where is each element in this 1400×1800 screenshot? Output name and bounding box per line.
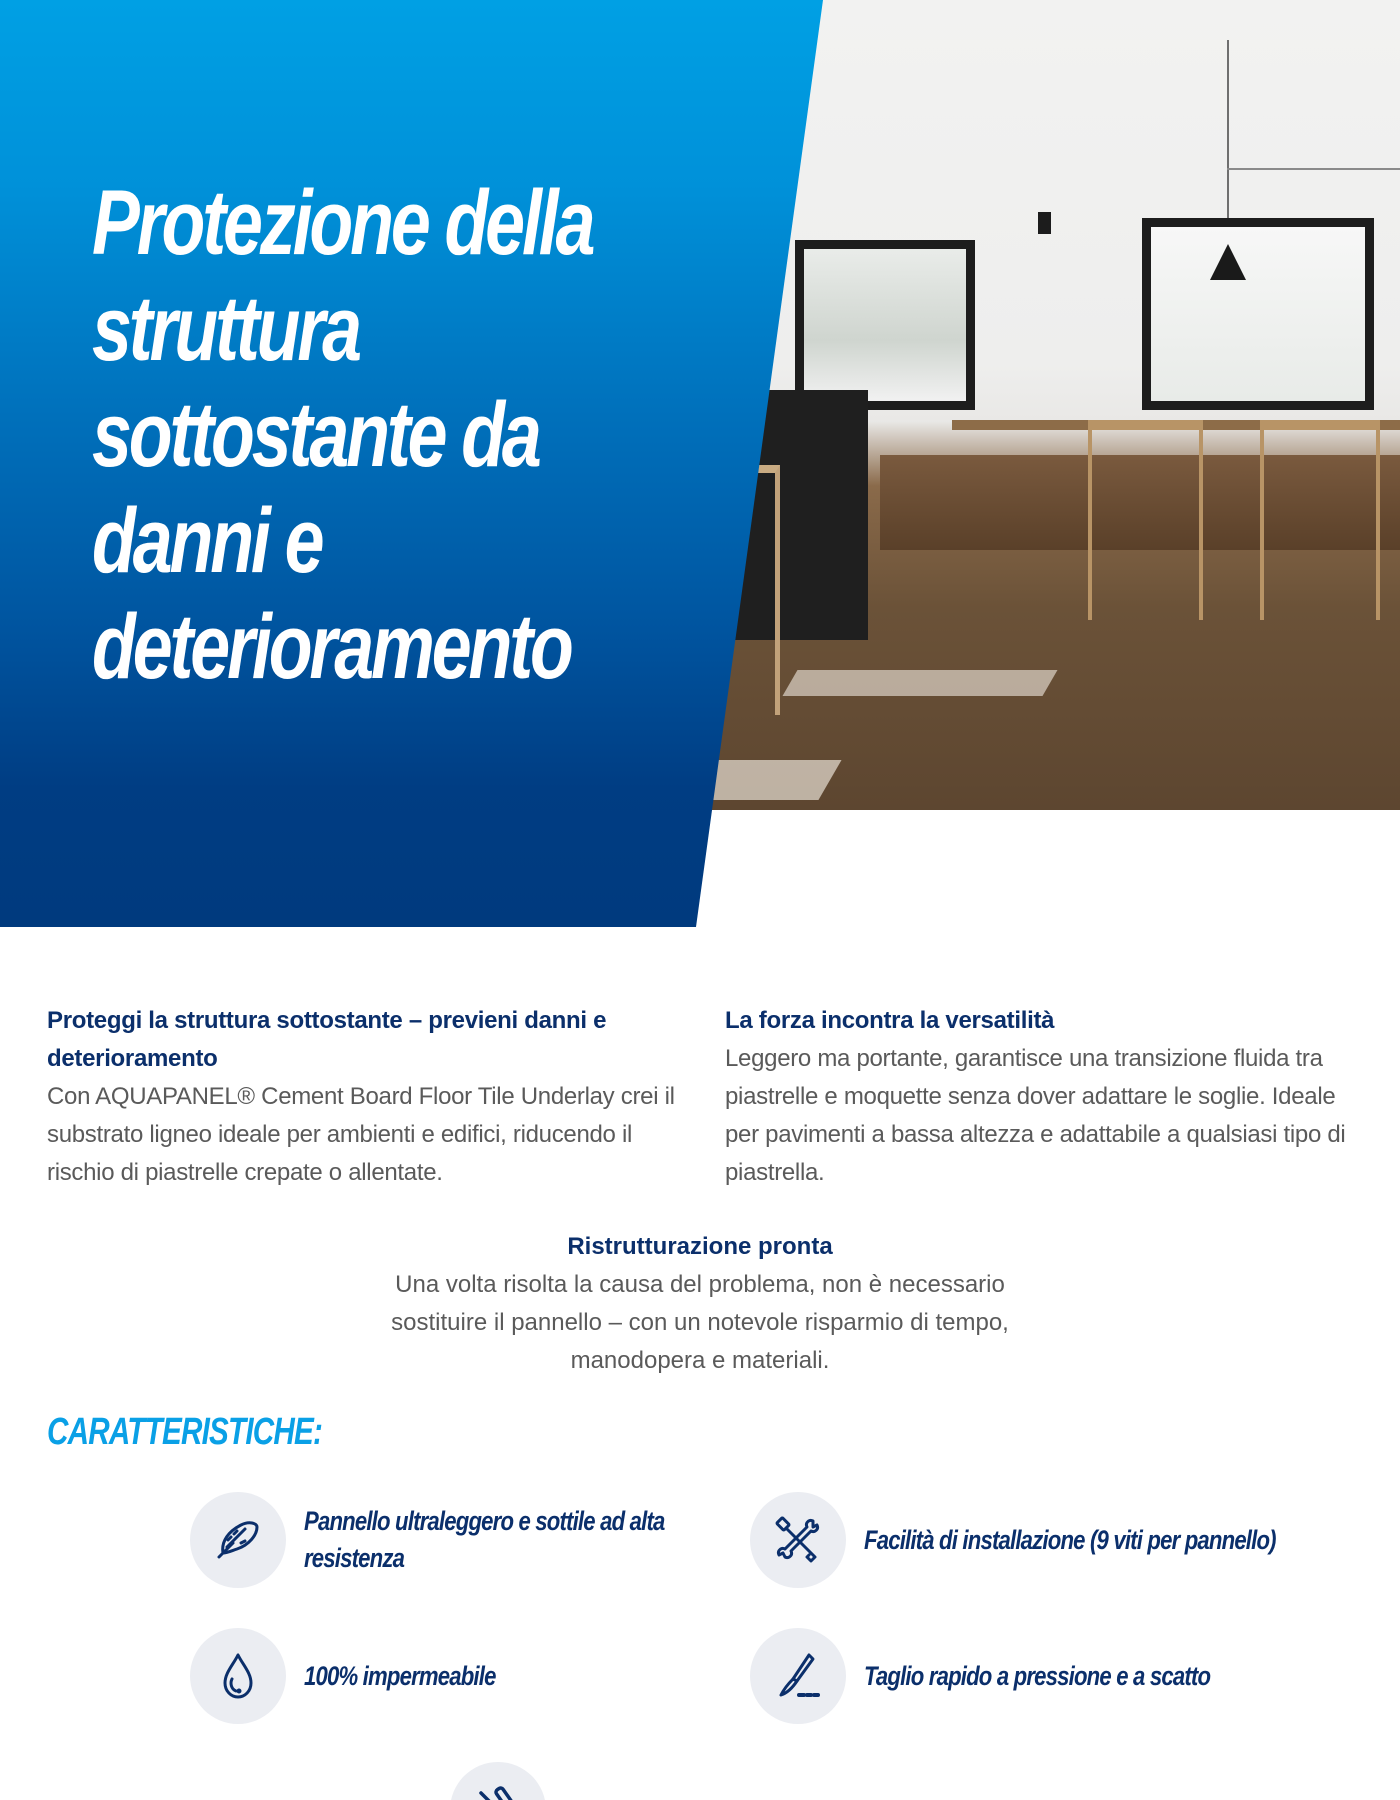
feature-label	[864, 1522, 1276, 1559]
feature-label-line: Facilità di installazione (9 viti per pannello)	[864, 1524, 1276, 1555]
section-body: Leggero ma portante, garantisce una transizione fluida tra piastrelle e moquette senza dover adattare le soglie. Ideale per pavimenti a bassa altezza e adattabile a qualsiasi tipo di piastrella.	[725, 1045, 1346, 1186]
section-versatility	[725, 1002, 1375, 1192]
scalpel-icon	[750, 1628, 846, 1724]
feature-item	[450, 1762, 564, 1800]
photo-window-left	[795, 240, 975, 410]
features-title: CARATTERISTICHE:	[47, 1411, 323, 1453]
photo-sunlight	[782, 670, 1057, 696]
photo-chair	[1260, 420, 1380, 620]
section-title: Ristrutturazione pronta	[567, 1233, 833, 1260]
section-protect	[47, 1002, 687, 1192]
feature-label-line: resistenza	[304, 1543, 405, 1573]
section-title: Proteggi la struttura sottostante – previeni danni e deterioramento	[47, 1007, 607, 1072]
photo-light-switch	[1038, 212, 1051, 234]
feature-item	[750, 1628, 1286, 1724]
headline-line: struttura	[92, 278, 359, 380]
headline-line: Protezione della	[92, 172, 593, 274]
feature-label-line: 100% impermeabile	[304, 1660, 496, 1691]
headline-line: deterioramento	[92, 596, 571, 698]
photo-ceiling-rod	[1227, 168, 1400, 170]
feature-label-line: Taglio rapido a pressione e a scatto	[864, 1660, 1211, 1691]
feature-item	[750, 1492, 1366, 1588]
photo-window-right	[1142, 218, 1374, 410]
photo-pendant-cord	[1227, 40, 1229, 245]
pencil-ruler-icon	[450, 1762, 546, 1800]
feature-label	[304, 1658, 496, 1695]
photo-sunlight	[700, 760, 842, 800]
section-body: Una volta risolta la causa del problema, non è necessario sostituire il pannello – con un notevole risparmio di tempo, manodopera e materiali.	[391, 1271, 1009, 1374]
feature-label-line: Pannello ultraleggero e sottile ad alta	[304, 1506, 665, 1536]
photo-pendant-lamp	[1210, 244, 1246, 280]
feature-item	[190, 1628, 538, 1724]
water-drop-icon	[190, 1628, 286, 1724]
feature-label	[864, 1658, 1210, 1695]
page-title	[92, 170, 732, 700]
tools-icon	[750, 1492, 846, 1588]
feature-label	[304, 1503, 664, 1577]
section-renovation	[350, 1228, 1050, 1380]
headline-line: danni e	[92, 490, 322, 592]
photo-chair	[1088, 420, 1203, 620]
section-title: La forza incontra la versatilità	[725, 1007, 1055, 1034]
headline-line: sottostante da	[92, 384, 539, 486]
feather-icon	[190, 1492, 286, 1588]
section-body: Con AQUAPANEL® Cement Board Floor Tile Underlay crei il substrato ligneo ideale per ambienti e edifici, riducendo il rischio di piastrelle crepate o allentate.	[47, 1083, 675, 1186]
feature-item	[190, 1492, 744, 1588]
